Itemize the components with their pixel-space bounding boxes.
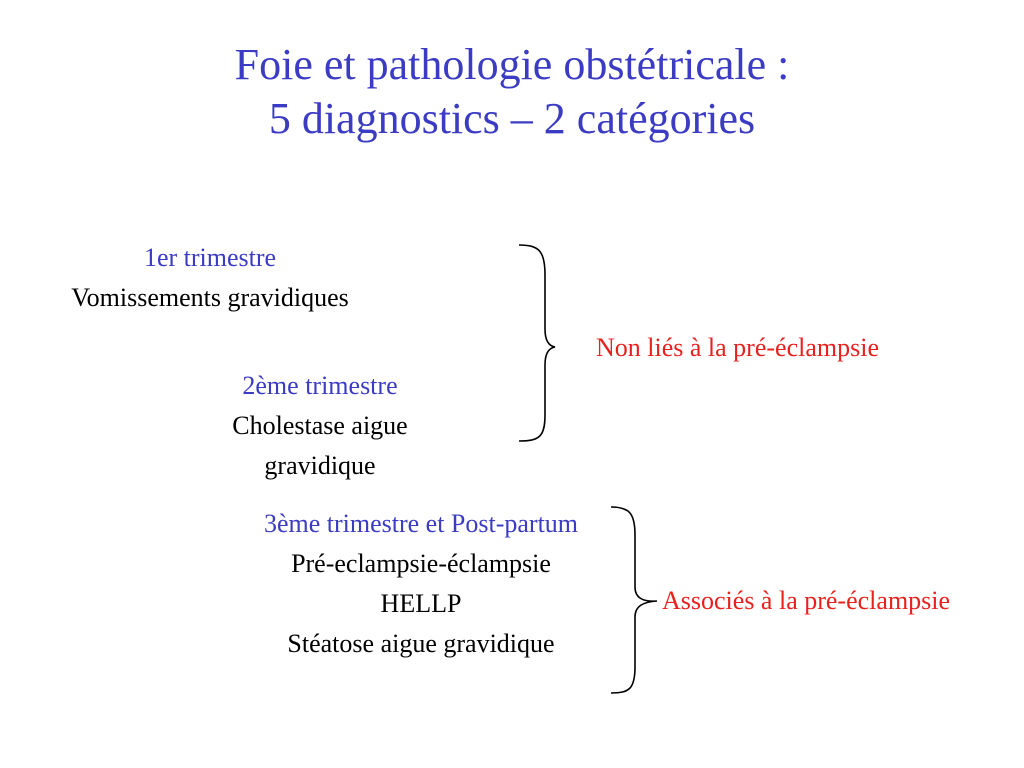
- trimester-3-item-2: HELLP: [380, 589, 462, 618]
- trimester-3-item-3: Stéatose aigue gravidique: [287, 629, 555, 658]
- trimester-3-heading: 3ème trimestre et Post-partum: [263, 509, 579, 538]
- trimester-2-item-line-1: Cholestase aigue: [232, 411, 408, 440]
- trimester-2-block: [160, 366, 480, 486]
- title-line-2: 5 diagnostics – 2 catégories: [268, 94, 756, 143]
- brace-group-2: [609, 505, 659, 695]
- trimester-2-heading: 2ème trimestre: [242, 371, 398, 400]
- brace-group-1: [517, 243, 557, 443]
- title-line-1: Foie et pathologie obstétricale :: [234, 40, 790, 89]
- trimester-1-item: Vomissements gravidiques: [71, 283, 349, 312]
- category-non-related: Non liés à la pré-éclampsie: [596, 333, 879, 362]
- trimester-3-item-1: Pré-eclampsie-éclampsie: [291, 549, 551, 578]
- trimester-1-heading: 1er trimestre: [143, 243, 277, 272]
- trimester-3-block: [205, 504, 637, 664]
- category-associated: Associés à la pré-éclampsie: [662, 586, 951, 615]
- trimester-1-block: [20, 238, 400, 318]
- brace-2-path: [611, 507, 657, 693]
- brace-1-path: [519, 245, 555, 441]
- trimester-2-item-line-2: gravidique: [264, 451, 376, 480]
- slide-title: [0, 38, 1024, 146]
